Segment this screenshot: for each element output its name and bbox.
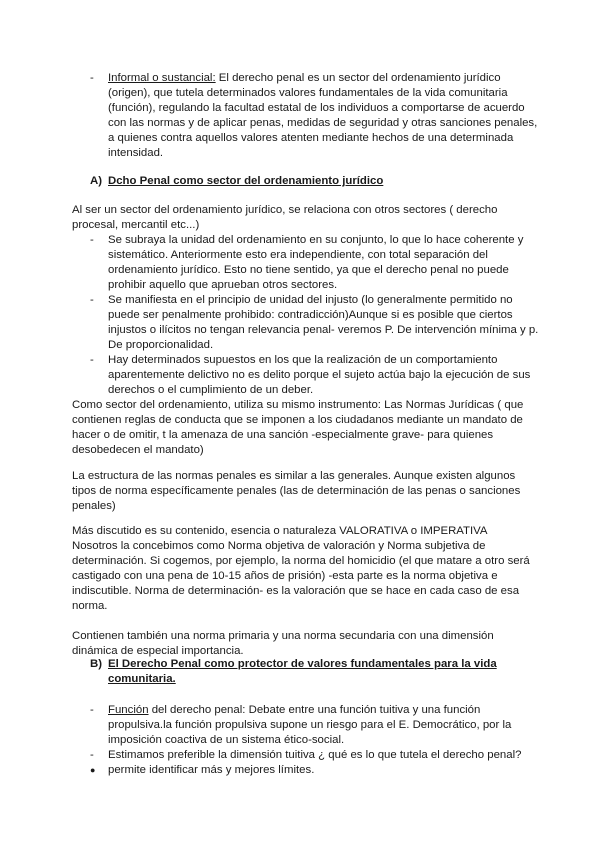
text-line: sistemático. Anteriormente esto era independiente, con total separación del <box>108 249 488 261</box>
text-line: Como sector del ordenamiento, utiliza su mismo instrumento: Las Normas Jurídicas ( que <box>72 399 524 411</box>
text: Se manifiesta en el principio de unidad del injusto (lo generalmente permitido no <box>108 294 513 306</box>
bullet-dot-icon: ● <box>90 765 96 775</box>
dash-marker: - <box>90 354 94 366</box>
section-a-heading <box>90 174 383 189</box>
text: Hay determinados supuestos en los que la realización de un comportamiento <box>108 354 498 366</box>
text-line: desobedecen el mandato) <box>72 444 204 456</box>
dash-marker: - <box>90 234 94 246</box>
section-b-bullets <box>72 703 521 778</box>
text-line: contienen reglas de conducta que se imponen a los ciudadanos mediante un mandato de <box>72 414 523 426</box>
text-line: puede ser penalmente prohibido: contradicción)Aunque si es posible que ciertos <box>108 309 513 321</box>
text-line: castigado con una pena de 10-15 años de prisión) -esta parte es la norma objetiva e <box>72 570 498 582</box>
text-line: prohibir aquello que aprueban otros sectores. <box>108 279 338 291</box>
para-estructura <box>72 469 520 514</box>
text-line: a quienes contra aquellos valores atenten mediante hechos de una determinada <box>108 132 514 144</box>
text-line: determinación. Si cogemos, por ejemplo, la norma del homicidio (el que matare a otro será <box>72 555 530 567</box>
text-line: penales) <box>72 500 116 512</box>
text: El derecho penal es un sector del ordenamiento jurídico <box>215 72 501 84</box>
text-line: Más discutido es su contenido, esencia o naturaleza VALORATIVA o IMPERATIVA <box>72 525 488 537</box>
dash-marker: - <box>90 749 94 761</box>
text: Se subraya la unidad del ordenamiento en su conjunto, lo que lo hace coherente y <box>108 234 524 246</box>
text: Estimamos preferible la dimensión tuitiva ¿ qué es lo que tutela el derecho penal? <box>108 749 522 761</box>
text-line: Al ser un sector del ordenamiento jurídico, se relaciona con otros sectores ( derecho <box>72 204 498 216</box>
text-line: derechos o el cumplimiento de un deber. <box>108 384 314 396</box>
text-line: tipos de norma específicamente penales (las de determinación de las penas o sanciones <box>72 485 521 497</box>
intro-bullet <box>72 71 537 161</box>
text-line: De proporcionalidad. <box>108 339 214 351</box>
text-line: propulsiva.la función propulsiva supone un riesgo para el E. Democrático, por la <box>108 719 512 731</box>
text-line: intensidad. <box>108 147 164 159</box>
heading-title: Dcho Penal como sector del ordenamiento jurídico <box>108 175 384 187</box>
text-line: con las normas y de aplicar penas, medidas de seguridad y otras sanciones penales, <box>108 117 538 129</box>
heading-label: B) <box>90 658 103 670</box>
heading-title: El Derecho Penal como protector de valores fundamentales para la vida <box>108 658 497 670</box>
text-line: Contienen también una norma primaria y una norma secundaria con una dimensión <box>72 630 494 642</box>
dash-marker: - <box>90 294 94 306</box>
term-funcion: Función <box>108 704 149 716</box>
text-line: dinámica de especial importancia. <box>72 645 244 657</box>
text-line: injustos o ilícitos no tengan relevancia penal- veremos P. De intervención mínima y p. <box>108 324 539 336</box>
text-line: La estructura de las normas penales es similar a las generales. Aunque existen algunos <box>72 470 516 482</box>
heading-label: A) <box>90 175 103 187</box>
dash-marker: - <box>90 72 94 84</box>
section-a-intro <box>72 203 497 233</box>
text-line: norma. <box>72 600 108 612</box>
text-line: imposición coactiva de un sistema ético-social. <box>108 734 345 746</box>
dash-marker: - <box>90 704 94 716</box>
text-line: (origen), que tutela determinados valores fundamentales de la vida comunitaria <box>108 87 508 99</box>
text-line: ordenamiento jurídico. Esto no tiene sentido, ya que el derecho penal no puede <box>108 264 509 276</box>
text-line: aparentemente delictivo no es delito porque el sujeto actúa bajo la ejecución de sus <box>108 369 531 381</box>
heading-title: comunitaria. <box>108 673 176 685</box>
text: permite identificar más y mejores límites. <box>108 764 315 776</box>
text-line: indiscutible. Norma de determinación- es la valoración que se hace en cada caso de esa <box>72 585 520 597</box>
section-a-bullets <box>72 233 538 458</box>
text: del derecho penal: Debate entre una función tuitiva y una función <box>148 704 481 716</box>
text-line: Nosotros la concebimos como Norma objetiva de valoración y Norma subjetiva de <box>72 540 486 552</box>
term-informal: Informal o sustancial: <box>108 72 216 84</box>
para-contenido <box>72 524 530 659</box>
text-line: procesal, mercantil etc...) <box>72 219 200 231</box>
section-b-heading <box>90 657 497 687</box>
text-line <box>72 614 530 629</box>
text-line: hacer o de omitir, t la amenaza de una sanción -especialmente grave- para quienes <box>72 429 494 441</box>
text-line: (función), regulando la facultad estatal de los individuos a comportarse de acuerdo <box>108 102 525 114</box>
